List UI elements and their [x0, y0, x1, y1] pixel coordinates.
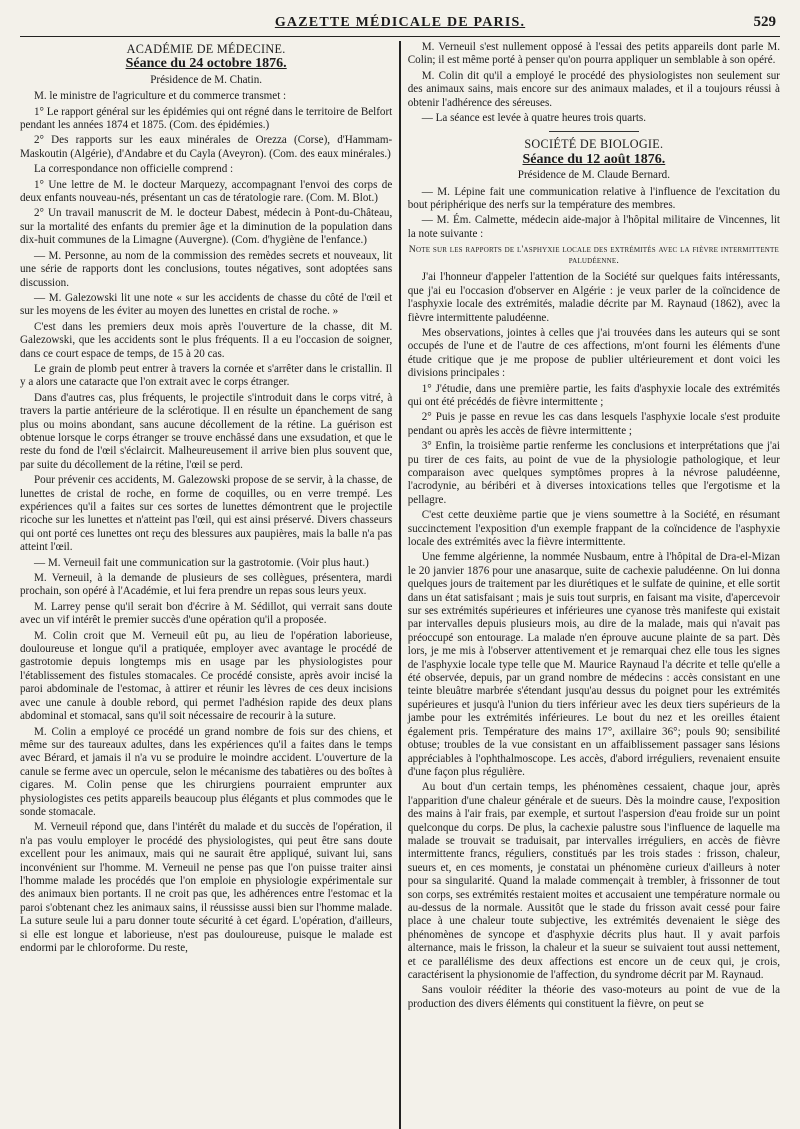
paragraph: Pour prévenir ces accidents, M. Galezowski propose de se servir, à la chasse, de lunettes de cristal de roche, en forme de coquilles, ou en verre trempé. Les expériences qu'il a faites sur ces sortes de lunettes démontrent que le projectile ricoche sur les lunettes et n'atteint pas l'œil, qui est ainsi préservé. Divers chasseurs qui ont porté ces lunettes ont reçu des blessures aux paupières, mais la balle n'a pas atteint l'œil. — [20, 474, 393, 554]
two-column-body — [20, 41, 780, 1129]
paragraph: Au bout d'un certain temps, les phénomènes cessaient, chaque jour, après l'apparition d'une chaleur générale et de sueurs. Dès la moindre cause, l'exposition des mains à l'air frais, par exemple, et surtout l'aspersion d'eau froide sur un point quelconque du corps. De plus, la cachexie palustre sous l'influence de laquelle ma malade se trouvait se traduisait, par intervalles irréguliers, en accès de fièvre intermittente francs, réguliers, constitués par les trois stades : frisson, chaleur, sueurs et, en ces moments, je constatai un phénomène curieux d'ailleurs à noter pour sa singularité. Quand la malade commençait à trembler, à frissonner de tout son corps, ses extrémités restaient moites et accusaient une température normale ou au-dessus de la normale. Aussitôt que le stade du frisson avait cessé pour faire place à une chaleur toute subjective, les extrémités devenaient le siège des phénomènes de syncope et d'asphyxie décrits plus haut. Il y avait parfois alternance, mais le frisson, la chaleur et la sueur se suivaient tout aussi nettement, et ce parallélisme des deux affections est encore un de ceux qui, je crois, caractérisent la physionomie de l'affection, du syndrome décrit par M. Raynaud. — [407, 781, 780, 981]
page-header — [20, 14, 780, 37]
paragraph: 2° Puis je passe en revue les cas dans lesquels l'asphyxie locale s'est produite pendant ou après les accès de fièvre intermittente ; — [407, 411, 780, 437]
paragraph: — M. Galezowski lit une note « sur les accidents de chasse du côté de l'œil et sur les moyens de les éviter au moyen des lunettes en cristal de roche. » — [20, 291, 393, 318]
paragraph: — La séance est levée à quatre heures trois quarts. — [421, 112, 646, 125]
biologie-heading: SOCIÉTÉ DE BIOLOGIE. — [524, 137, 664, 152]
academie-presidence: Présidence de M. Chatin. — [150, 73, 263, 86]
paragraph: 2° Un travail manuscrit de M. le docteur Dabest, médecin à Pont-du-Château, sur la mortalité des enfants du premier âge et la diminution de la population dans dix-huit communes de la Limagne (Auvergne). (Com. d'hygiène de l'enfance.) — [20, 207, 393, 247]
paragraph: Sans vouloir rééditer la théorie des vaso-moteurs au point de vue de la production des divers éléments qui constituent la fièvre, on peut se — [407, 984, 780, 1010]
academie-session-date: Séance du 24 octobre 1876. — [125, 56, 287, 72]
biologie-communications — [408, 186, 780, 242]
paragraph: — M. Personne, au nom de la commission des remèdes secrets et nouveaux, lit une série de rapports dont les conclusions, toutes négatives, sont adoptées sans discussion. — [20, 249, 393, 289]
paragraph: M. Larrey pense qu'il serait bon d'écrire à M. Sédillot, qui verrait sans doute avec un vif intérêt le premier succès d'une opération qu'il a proposée. — [20, 600, 393, 627]
paragraph: M. Verneuil, à la demande de plusieurs de ses collègues, présentera, mardi prochain, son opéré à l'Académie, et lui fera prendre un repas sous leurs yeux. — [20, 572, 393, 598]
paragraph: M. Verneuil s'est nullement opposé à l'essai des petits appareils dont parle M. Colin; il est même porté à penser qu'on pourra appliquer un semblable à son opéré. — [407, 41, 780, 67]
paragraph: 2° Des rapports sur les eaux minérales de Orezza (Corse), d'Hammam-Maskoutin (Algérie), d'Andabre et du Cayla (Aveyron). (Com. des eaux minérales.) — [20, 134, 393, 160]
right-column — [401, 41, 780, 1129]
paragraph: — M. Lépine fait une communication relative à l'influence de l'excitation du bout périphérique des nerfs sur la température des membres. — [407, 185, 780, 212]
paragraph: M. Verneuil répond que, dans l'intérêt du malade et du succès de l'opération, il n'a pas voulu employer le procédé des physiologistes, qui peut être sans doute excellent pour les animaux, mais qui ne saurait être appliqué, suivant lui, sans inconvénient sur l'homme. M. Verneuil ne pense pas que l'on puisse traiter ainsi l'homme malade les procédés que l'on emploie en physiologie expérimentale sur des animaux bien portants. Il ne croit pas que, les adhérences entre l'estomac et la paroi s'obtenant chez les animaux sains, il réussisse aussi bien sur l'homme malade. La suture seule lui a paru donner toute sécurité à cet égard. L'opération, d'ailleurs, si elle est longue et laborieuse, n'est pas douloureuse, puisque le malade est endormi par le chloroforme. Du reste, — [20, 821, 393, 954]
academie-heading: ACADÉMIE DE MÉDECINE. — [126, 42, 286, 56]
academie-continuation — [408, 41, 780, 125]
paragraph: 3° Enfin, la troisième partie renferme les conclusions et interprétations que j'ai pu tirer de ces faits, au point de vue de la physiologie pathologique, et leur comparaison avec quelques symptômes propres à la névrose paludéenne, l'acrodynie, au béribéri et à diverses intoxications telles que l'ergotisme et la pellagre. — [407, 440, 780, 506]
biologie-session-date: Séance du 12 août 1876. — [522, 151, 666, 167]
paragraph: Mes observations, jointes à celles que j'ai trouvées dans les auteurs qui se sont occupés de l'une et de l'autre de ces affections, m'ont fourni les éléments d'une étude critique que je me propose de publier ultérieurement et dont voici les divisions principales : — [407, 326, 780, 380]
paragraph: M. Colin croit que M. Verneuil eût pu, au lieu de l'opération laborieuse, douloureuse et longue qu'il a pratiquée, employer avec avantage le procédé de gastrotomie depuis longtemps mis en usage par les physiologistes pour l'établissement des fistules stomacales. Ce procédé consiste, après avoir incisé la paroi abdominale de l'estomac, à attirer et réunir les lèvres de ces deux incisions avec une canule à double rebord, qui permet l'adhésion rapide des deux plans abdominal et stomacal, sans qu'il soit nécessaire de recourir à la suture. — [20, 629, 393, 723]
paragraph: Une femme algérienne, la nommée Nusbaum, entre à l'hôpital de Dra-el-Mizan le 20 janvier 1876 pour une anasarque, suite de cachexie paludéenne. On lui donna quelques jours de traitement par les diurétiques et le sulfate de quinine, et elle sortit dans un état satisfaisant ; mais je suis tout surpris, en faisant ma visite, d'apercevoir sur ses extrémités supérieures et inférieures une cyanose très manifeste qui existait par intervalles depuis plusieurs mois, au dire de la malade, mais qui n'avait pas préoccupé son entourage. La malade n'en éprouve aucune plainte de sa part. Dès lors, je me mis à l'observer attentivement et je remarquai chez elle tous les signes de l'asphyxie locale type telle que M. Maurice Raynaud l'a décrite et telle qu'elle a été observée, depuis, par un grand nombre de médecins : accès consistant en une teinte bleuâtre marbrée s'étendant jusqu'au dessus du poignet pour les extrémités supérieures et jusqu'à l'union du tiers inférieur avec les deux tiers supérieurs de la jambe pour les extrémités inférieures. Le bout du nez et les oreilles étaient également pris. Température des mains 17°, axillaire 36°; pouls 90; sensibilité obtuse; troubles de la vue consistant en un affaiblissement passager sans lésions appréciables à l'ophthalmoscope. Les accès, d'abord irréguliers, revenaient ensuite d'une façon plus régulière. — [407, 551, 780, 778]
paragraph: Dans d'autres cas, plus fréquents, le projectile s'introduit dans le corps vitré, à travers la partie antérieure de la sclérotique. Il en résulte un épanchement de sang plus ou moins abondant, sans aucune décollement de la rétine. La guérison est obtenue lorsque le corps étranger se trouve enchâssé dans une exsudation, et que le reste du fond de l'œil s'éclaircit. Malheureusement il arrive bien plus souvent que, par suite du décollement de la rétine, l'œil se perd. — [20, 391, 393, 471]
biologie-presidence: Présidence de M. Claude Bernard. — [517, 169, 670, 182]
paragraph: — M. Ém. Calmette, médecin aide-major à l'hôpital militaire de Vincennes, lit la note suivante : — [407, 214, 780, 240]
left-column — [20, 41, 399, 1129]
page-number: 529 — [753, 14, 776, 30]
paragraph: M. Colin a employé ce procédé un grand nombre de fois sur des chiens, et même sur des taureaux adultes, dans les expériences qu'il a faites dans le temps avec Bérard, et jamais il n'a vu se produire le moindre accident. L'ouverture de la canule se ferme avec un opercule, selon le mécanisme des tabatières ou des boîtes à cigares. M. Colin pense que les chirurgiens pourraient emprunter aux physiologistes ces petits appareils beaucoup plus élégants et plus commodes que le sonde stomacale. — [20, 725, 393, 818]
paragraph: La correspondance non officielle comprend : — [34, 163, 234, 176]
article-title: Note sur les rapports de l'asphyxie locale des extrémités avec la fièvre intermittente paludéenne. — [408, 244, 780, 267]
paragraph: M. le ministre de l'agriculture et du commerce transmet : — [34, 90, 287, 103]
paragraph: J'ai l'honneur d'appeler l'attention de la Société sur quelques faits intéressants, que j'ai eu l'occasion d'observer en Algérie : je veux parler de la coïncidence de l'asphyxie locale des extrémités, maladie décrite par M. Raynaud (1862), avec la fièvre intermittente paludéenne. — [407, 271, 780, 324]
paragraph: 1° Le rapport général sur les épidémies qui ont régné dans le territoire de Belfort pendant les années 1874 et 1875. (Com. des épidémies.) — [20, 105, 393, 132]
paragraph: C'est cette deuxième partie que je viens soumettre à la Société, en résumant succinctement l'exposition d'un exemple frappant de la coïncidence de l'asphyxie locale des extrémités avec la fièvre intermittente. — [407, 509, 780, 548]
running-title: GAZETTE MÉDICALE DE PARIS. — [274, 15, 526, 30]
paragraph: — M. Verneuil fait une communication sur la gastrotomie. (Voir plus haut.) — [34, 556, 369, 569]
paragraph: M. Colin dit qu'il a employé le procédé des physiologistes non seulement sur des animaux sains, mais encore sur des animaux malades, et il a toujours réussi à obtenir l'adhérence des séreuses. — [407, 69, 780, 109]
article-paragraphs — [408, 271, 780, 1011]
paragraph: 1° J'étudie, dans une première partie, les faits d'asphyxie locale des extrémités qui ont été précédés de fièvre intermittente ; — [407, 382, 780, 408]
academie-paragraphs — [20, 90, 392, 955]
section-divider — [549, 131, 639, 132]
paragraph: 1° Une lettre de M. le docteur Marquezy, accompagnant l'envoi des corps de deux enfants nouveau-nés, présentant un cas de tératologie rare. (Com. M. Blot.) — [20, 178, 393, 205]
paragraph: C'est dans les premiers deux mois après l'ouverture de la chasse, dit M. Galezowski, que les accidents sont le plus fréquents. Il a eu l'occasion de soigner, dans ce court espace de temps, de 15 à 20 cas. — [20, 320, 393, 360]
paragraph: Le grain de plomb peut entrer à travers la cornée et s'arrêter dans le cristallin. Il y a alors une cataracte que l'on extrait avec le corps étranger. — [20, 362, 393, 389]
